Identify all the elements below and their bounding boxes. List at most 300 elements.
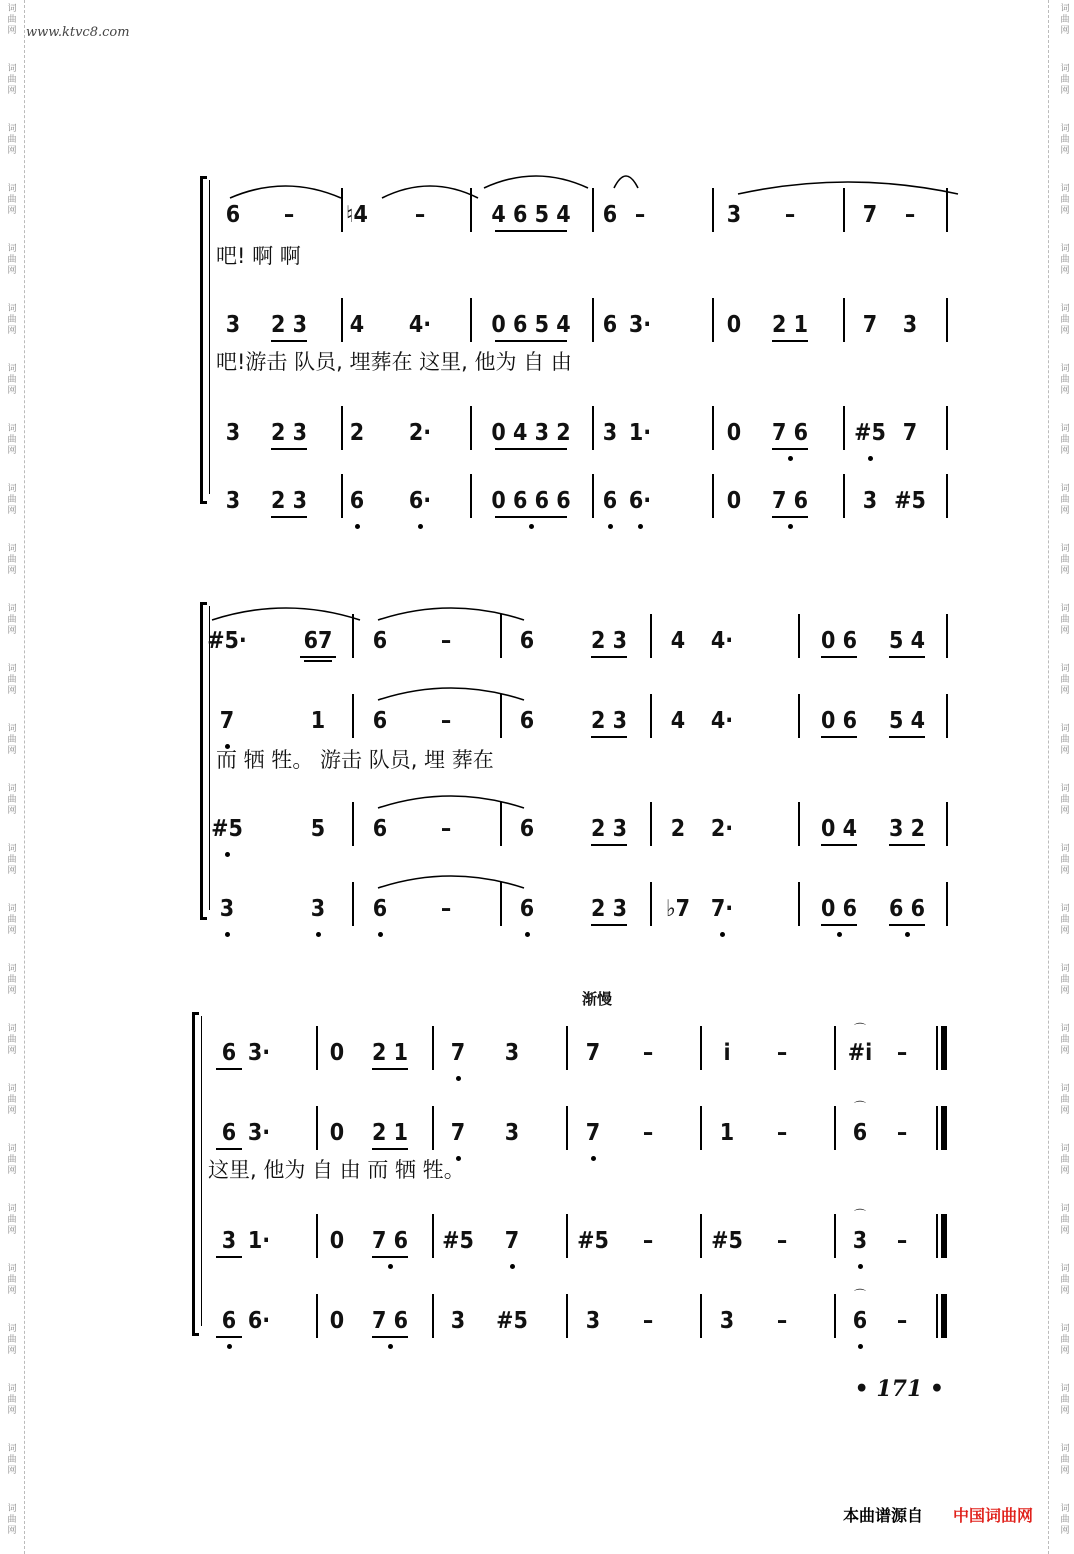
margin-glyph-group bbox=[2, 1144, 22, 1177]
margin-glyph-group bbox=[1055, 784, 1074, 817]
margin-glyph: 曲 bbox=[1060, 915, 1070, 925]
final-thin-bar bbox=[936, 1026, 938, 1070]
bar-line bbox=[700, 1026, 702, 1070]
bar-line bbox=[650, 882, 652, 926]
margin-glyph: 网 bbox=[7, 506, 17, 516]
margin-glyph: 曲 bbox=[7, 375, 17, 385]
margin-glyph: 网 bbox=[1060, 1466, 1070, 1476]
margin-glyph: 词 bbox=[7, 844, 17, 854]
margin-glyph: 词 bbox=[7, 784, 17, 794]
margin-glyph: 曲 bbox=[1060, 855, 1070, 865]
note: 6 6 bbox=[889, 896, 925, 922]
margin-glyph: 词 bbox=[7, 1024, 17, 1034]
bar-line bbox=[843, 474, 845, 518]
note: i bbox=[723, 1040, 731, 1066]
bar-line bbox=[316, 1026, 318, 1070]
margin-glyph-group bbox=[1055, 484, 1074, 517]
eighth-beam bbox=[821, 736, 857, 738]
note: 3 bbox=[225, 488, 241, 514]
final-thin-bar bbox=[936, 1106, 938, 1150]
bar-line bbox=[432, 1294, 434, 1338]
note: 1 bbox=[719, 1120, 735, 1146]
margin-glyph: 词 bbox=[7, 1384, 17, 1394]
margin-glyph-group bbox=[1055, 244, 1074, 277]
margin-glyph: 网 bbox=[1060, 506, 1070, 516]
margin-glyph: 曲 bbox=[7, 1455, 17, 1465]
margin-glyph: 词 bbox=[1060, 604, 1070, 614]
note: 6 bbox=[221, 1308, 237, 1334]
margin-glyph: 曲 bbox=[1060, 195, 1070, 205]
final-thin-bar bbox=[936, 1214, 938, 1258]
margin-glyph: 网 bbox=[1060, 1106, 1070, 1116]
margin-glyph: 网 bbox=[1060, 566, 1070, 576]
slur bbox=[376, 602, 526, 622]
margin-glyph: 词 bbox=[1060, 724, 1070, 734]
note: – bbox=[776, 1120, 788, 1146]
system-brace-line bbox=[201, 1016, 202, 1326]
slur bbox=[482, 170, 590, 190]
eighth-beam bbox=[216, 1148, 242, 1150]
bar-line bbox=[341, 474, 343, 518]
margin-glyph-group bbox=[2, 64, 22, 97]
note: ♭7 bbox=[665, 896, 691, 922]
octave-dot bbox=[858, 1264, 863, 1269]
eighth-beam bbox=[495, 448, 567, 450]
final-thick-bar bbox=[941, 1294, 947, 1338]
margin-glyph: 词 bbox=[7, 244, 17, 254]
margin-glyph: 网 bbox=[1060, 206, 1070, 216]
note: 7 6 bbox=[372, 1228, 408, 1254]
margin-glyph: 曲 bbox=[7, 975, 17, 985]
margin-glyph-group bbox=[2, 1504, 22, 1537]
note: #5 bbox=[854, 420, 886, 446]
octave-dot bbox=[905, 932, 910, 937]
note: #5· bbox=[207, 628, 247, 654]
eighth-beam bbox=[889, 844, 925, 846]
margin-glyph: 网 bbox=[7, 386, 17, 396]
margin-glyph: 词 bbox=[1060, 1264, 1070, 1274]
margin-glyph: 网 bbox=[1060, 446, 1070, 456]
margin-glyph: 网 bbox=[1060, 746, 1070, 756]
note: #i bbox=[847, 1040, 873, 1066]
margin-glyph-group bbox=[1055, 1324, 1074, 1357]
fermata-icon: ⌒ bbox=[853, 1100, 867, 1114]
margin-glyph: 曲 bbox=[1060, 1215, 1070, 1225]
note: 3 bbox=[585, 1308, 601, 1334]
margin-glyph-group bbox=[2, 124, 22, 157]
note: 7 bbox=[450, 1040, 466, 1066]
margin-glyph-group bbox=[1055, 604, 1074, 637]
note: 5 bbox=[310, 816, 326, 842]
margin-glyph: 曲 bbox=[7, 1395, 17, 1405]
eighth-beam bbox=[495, 340, 567, 342]
margin-glyph: 曲 bbox=[7, 795, 17, 805]
note: 6 bbox=[372, 896, 388, 922]
margin-glyph: 词 bbox=[7, 424, 17, 434]
margin-glyph: 词 bbox=[1060, 1084, 1070, 1094]
margin-glyph: 网 bbox=[7, 86, 17, 96]
slur bbox=[210, 602, 362, 622]
octave-dot bbox=[225, 852, 230, 857]
note: 0 bbox=[726, 488, 742, 514]
note: #5 bbox=[442, 1228, 474, 1254]
note: – bbox=[642, 1120, 654, 1146]
note: 7 bbox=[902, 420, 918, 446]
eighth-beam bbox=[300, 656, 336, 658]
margin-glyph: 词 bbox=[1060, 844, 1070, 854]
note: 7 6 bbox=[772, 488, 808, 514]
fermata-icon: ⌒ bbox=[853, 1022, 867, 1036]
margin-glyph: 词 bbox=[1060, 244, 1070, 254]
note: ♮4 bbox=[346, 202, 368, 228]
margin-glyph: 曲 bbox=[1060, 135, 1070, 145]
margin-glyph: 网 bbox=[7, 1346, 17, 1356]
margin-glyph: 网 bbox=[7, 1466, 17, 1476]
margin-glyph: 词 bbox=[7, 604, 17, 614]
margin-glyph: 曲 bbox=[7, 735, 17, 745]
margin-glyph: 网 bbox=[1060, 26, 1070, 36]
eighth-beam bbox=[372, 1148, 408, 1150]
footer-source-label: 本曲谱源自 bbox=[843, 1506, 924, 1525]
margin-glyph-group bbox=[1055, 1024, 1074, 1057]
final-thick-bar bbox=[941, 1106, 947, 1150]
note: 3 bbox=[726, 202, 742, 228]
note: 2 1 bbox=[772, 312, 808, 338]
margin-glyph: 曲 bbox=[7, 1335, 17, 1345]
note: 6 bbox=[372, 628, 388, 654]
lyric-line: 而 牺 牲。 游击 队员, 埋 葬在 bbox=[216, 748, 494, 772]
margin-glyph: 曲 bbox=[7, 675, 17, 685]
margin-glyph: 词 bbox=[1060, 1324, 1070, 1334]
note: 7 bbox=[219, 708, 235, 734]
margin-glyph: 曲 bbox=[1060, 75, 1070, 85]
note: – bbox=[896, 1228, 908, 1254]
margin-glyph: 词 bbox=[1060, 1024, 1070, 1034]
note: 6 bbox=[852, 1120, 868, 1146]
octave-dot bbox=[456, 1076, 461, 1081]
note: 2 3 bbox=[591, 896, 627, 922]
note: – bbox=[414, 202, 426, 228]
margin-glyph: 曲 bbox=[1060, 1395, 1070, 1405]
bar-line bbox=[946, 406, 948, 450]
final-thick-bar bbox=[941, 1026, 947, 1070]
system-brace bbox=[200, 176, 207, 504]
note: 67 bbox=[303, 628, 333, 654]
eighth-beam bbox=[772, 516, 808, 518]
note: 2 bbox=[670, 816, 686, 842]
margin-glyph: 曲 bbox=[1060, 975, 1070, 985]
note: 2 3 bbox=[591, 628, 627, 654]
margin-glyph: 曲 bbox=[1060, 555, 1070, 565]
margin-glyph: 曲 bbox=[7, 15, 17, 25]
note: 2· bbox=[408, 420, 432, 446]
margin-glyph: 词 bbox=[7, 1084, 17, 1094]
octave-dot bbox=[388, 1264, 393, 1269]
note: 3 bbox=[221, 1228, 237, 1254]
note: 7 6 bbox=[372, 1308, 408, 1334]
bar-line bbox=[650, 802, 652, 846]
margin-glyph: 网 bbox=[7, 626, 17, 636]
margin-glyph-group bbox=[2, 1264, 22, 1297]
fermata-icon: ⌒ bbox=[853, 1288, 867, 1302]
margin-glyph: 词 bbox=[1060, 4, 1070, 14]
note: – bbox=[776, 1040, 788, 1066]
margin-glyph: 网 bbox=[1060, 1166, 1070, 1176]
eighth-beam bbox=[591, 736, 627, 738]
eighth-beam bbox=[772, 448, 808, 450]
slur bbox=[376, 790, 526, 810]
margin-glyph: 曲 bbox=[1060, 375, 1070, 385]
note: #5 bbox=[711, 1228, 743, 1254]
system-brace-line bbox=[209, 180, 210, 494]
note: 5 4 bbox=[889, 628, 925, 654]
margin-glyph: 网 bbox=[7, 566, 17, 576]
eighth-beam bbox=[889, 656, 925, 658]
slur bbox=[376, 682, 526, 702]
bar-line bbox=[834, 1026, 836, 1070]
bar-line bbox=[843, 298, 845, 342]
margin-glyph: 词 bbox=[1060, 1444, 1070, 1454]
note: #5 bbox=[577, 1228, 609, 1254]
bar-line bbox=[946, 882, 948, 926]
note: 6 bbox=[602, 312, 618, 338]
margin-glyph: 曲 bbox=[1060, 1095, 1070, 1105]
note: 4 6 5 4 bbox=[491, 202, 571, 228]
bar-line bbox=[432, 1214, 434, 1258]
margin-glyph-group bbox=[2, 304, 22, 337]
note: 4· bbox=[408, 312, 432, 338]
note: 0 6 5 4 bbox=[491, 312, 571, 338]
note: 1· bbox=[247, 1228, 271, 1254]
margin-glyph-group bbox=[1055, 964, 1074, 997]
note: 1· bbox=[628, 420, 652, 446]
note: 6 bbox=[852, 1308, 868, 1334]
margin-glyph-group bbox=[2, 184, 22, 217]
margin-glyph: 网 bbox=[1060, 326, 1070, 336]
margin-glyph: 网 bbox=[7, 26, 17, 36]
note: – bbox=[440, 708, 452, 734]
bar-line bbox=[843, 406, 845, 450]
margin-glyph: 网 bbox=[7, 866, 17, 876]
note: #5 bbox=[894, 488, 926, 514]
bar-line bbox=[946, 474, 948, 518]
system-brace bbox=[192, 1012, 199, 1336]
margin-glyph: 网 bbox=[7, 206, 17, 216]
note: 7· bbox=[710, 896, 734, 922]
note: 7 bbox=[862, 202, 878, 228]
margin-glyph-group bbox=[2, 244, 22, 277]
note: 6· bbox=[247, 1308, 271, 1334]
note: 7 bbox=[585, 1040, 601, 1066]
footer-site-name: 中国词曲网 bbox=[953, 1506, 1034, 1525]
note: 3 bbox=[225, 312, 241, 338]
note: 7 bbox=[504, 1228, 520, 1254]
margin-glyph: 网 bbox=[7, 146, 17, 156]
margin-glyph: 词 bbox=[1060, 124, 1070, 134]
margin-glyph-group bbox=[2, 364, 22, 397]
margin-glyph: 曲 bbox=[7, 855, 17, 865]
note: – bbox=[904, 202, 916, 228]
note: – bbox=[896, 1040, 908, 1066]
note: 7 bbox=[450, 1120, 466, 1146]
note: 1 bbox=[310, 708, 326, 734]
margin-glyph: 曲 bbox=[1060, 615, 1070, 625]
note: – bbox=[776, 1228, 788, 1254]
note: 3 bbox=[504, 1040, 520, 1066]
note: 0 4 3 2 bbox=[491, 420, 571, 446]
margin-glyph: 曲 bbox=[7, 315, 17, 325]
note: 0 6 6 6 bbox=[491, 488, 571, 514]
margin-glyph: 曲 bbox=[7, 615, 17, 625]
note: 2 3 bbox=[591, 708, 627, 734]
margin-glyph: 词 bbox=[1060, 304, 1070, 314]
octave-dot bbox=[858, 1344, 863, 1349]
note: 6 bbox=[602, 488, 618, 514]
margin-glyph: 网 bbox=[1060, 986, 1070, 996]
note: 6 bbox=[372, 708, 388, 734]
eighth-beam bbox=[591, 844, 627, 846]
note: 3 bbox=[450, 1308, 466, 1334]
eighth-beam bbox=[821, 844, 857, 846]
eighth-beam bbox=[372, 1256, 408, 1258]
margin-glyph: 词 bbox=[1060, 1384, 1070, 1394]
bar-line bbox=[432, 1026, 434, 1070]
margin-glyph-group bbox=[1055, 64, 1074, 97]
system-brace bbox=[200, 602, 207, 920]
eighth-beam bbox=[216, 1068, 242, 1070]
margin-glyph-group bbox=[2, 604, 22, 637]
margin-glyph: 网 bbox=[7, 1406, 17, 1416]
eighth-beam bbox=[495, 516, 567, 518]
note: 4 bbox=[670, 708, 686, 734]
margin-glyph: 词 bbox=[7, 1144, 17, 1154]
note: 4 bbox=[670, 628, 686, 654]
note: 0 bbox=[726, 312, 742, 338]
margin-glyph: 网 bbox=[1060, 386, 1070, 396]
note: 4· bbox=[710, 708, 734, 734]
note: 2 1 bbox=[372, 1040, 408, 1066]
octave-dot bbox=[316, 932, 321, 937]
bar-line bbox=[592, 474, 594, 518]
eighth-beam bbox=[271, 516, 307, 518]
margin-glyph-group bbox=[1055, 124, 1074, 157]
margin-glyph: 网 bbox=[7, 806, 17, 816]
note: 6· bbox=[408, 488, 432, 514]
bar-line bbox=[700, 1106, 702, 1150]
bar-line bbox=[798, 802, 800, 846]
note: 2 3 bbox=[271, 488, 307, 514]
note: #5 bbox=[496, 1308, 528, 1334]
margin-glyph: 网 bbox=[1060, 926, 1070, 936]
slur bbox=[736, 176, 960, 196]
margin-glyph: 词 bbox=[1060, 784, 1070, 794]
bar-line bbox=[352, 802, 354, 846]
note: 0 6 bbox=[821, 628, 857, 654]
note: 2 3 bbox=[271, 420, 307, 446]
margin-glyph: 词 bbox=[7, 4, 17, 14]
note: 6· bbox=[628, 488, 652, 514]
margin-glyph: 曲 bbox=[7, 495, 17, 505]
octave-dot bbox=[591, 1156, 596, 1161]
margin-glyph: 词 bbox=[1060, 184, 1070, 194]
margin-glyph-group bbox=[1055, 4, 1074, 37]
margin-glyph: 网 bbox=[1060, 1526, 1070, 1536]
margin-glyph: 词 bbox=[7, 1324, 17, 1334]
note: 0 bbox=[329, 1120, 345, 1146]
lyric-line: 这里, 他为 自 由 而 牺 牲。 bbox=[208, 1158, 465, 1182]
margin-glyph: 词 bbox=[7, 64, 17, 74]
margin-glyph: 曲 bbox=[1060, 1335, 1070, 1345]
margin-glyph: 曲 bbox=[7, 195, 17, 205]
margin-glyph: 网 bbox=[1060, 866, 1070, 876]
margin-glyph-group bbox=[1055, 1504, 1074, 1537]
margin-glyph: 曲 bbox=[1060, 735, 1070, 745]
margin-glyph: 曲 bbox=[1060, 1035, 1070, 1045]
margin-glyph: 词 bbox=[1060, 1144, 1070, 1154]
bar-line bbox=[592, 298, 594, 342]
margin-glyph: 词 bbox=[7, 184, 17, 194]
margin-glyph: 网 bbox=[1060, 86, 1070, 96]
bar-line bbox=[712, 298, 714, 342]
bar-line bbox=[352, 882, 354, 926]
right-margin-line bbox=[1048, 0, 1049, 1554]
margin-glyph: 词 bbox=[1060, 904, 1070, 914]
margin-glyph: 词 bbox=[1060, 544, 1070, 554]
note: – bbox=[896, 1120, 908, 1146]
lyric-line: 吧! 啊 啊 bbox=[216, 244, 301, 268]
margin-glyph-group bbox=[1055, 844, 1074, 877]
bar-line bbox=[712, 474, 714, 518]
margin-glyph: 网 bbox=[1060, 1286, 1070, 1296]
note: 3 bbox=[852, 1228, 868, 1254]
octave-dot bbox=[788, 524, 793, 529]
margin-glyph: 词 bbox=[7, 1504, 17, 1514]
bar-line bbox=[946, 802, 948, 846]
margin-glyph: 曲 bbox=[7, 555, 17, 565]
bar-line bbox=[592, 188, 594, 232]
bar-line bbox=[700, 1214, 702, 1258]
octave-dot bbox=[227, 1344, 232, 1349]
margin-glyph-group bbox=[2, 1084, 22, 1117]
note: #5 bbox=[211, 816, 243, 842]
note: 6 bbox=[519, 628, 535, 654]
note: 3 2 bbox=[889, 816, 925, 842]
octave-dot bbox=[525, 932, 530, 937]
margin-glyph: 曲 bbox=[1060, 255, 1070, 265]
margin-glyph-group bbox=[1055, 1444, 1074, 1477]
octave-dot bbox=[378, 932, 383, 937]
note: 6 bbox=[519, 896, 535, 922]
octave-dot bbox=[388, 1344, 393, 1349]
margin-glyph: 网 bbox=[7, 686, 17, 696]
bar-line bbox=[316, 1214, 318, 1258]
note: – bbox=[642, 1308, 654, 1334]
margin-glyph: 网 bbox=[1060, 1406, 1070, 1416]
sixteenth-beam bbox=[304, 660, 332, 662]
octave-dot bbox=[225, 932, 230, 937]
margin-glyph: 网 bbox=[1060, 266, 1070, 276]
bar-line bbox=[432, 1106, 434, 1150]
note: 6 bbox=[225, 202, 241, 228]
eighth-beam bbox=[271, 340, 307, 342]
note: 0 4 bbox=[821, 816, 857, 842]
note: 3 bbox=[602, 420, 618, 446]
margin-glyph: 曲 bbox=[1060, 675, 1070, 685]
note: – bbox=[784, 202, 796, 228]
margin-glyph: 曲 bbox=[7, 1215, 17, 1225]
margin-glyph: 曲 bbox=[1060, 15, 1070, 25]
margin-glyph: 词 bbox=[7, 1444, 17, 1454]
